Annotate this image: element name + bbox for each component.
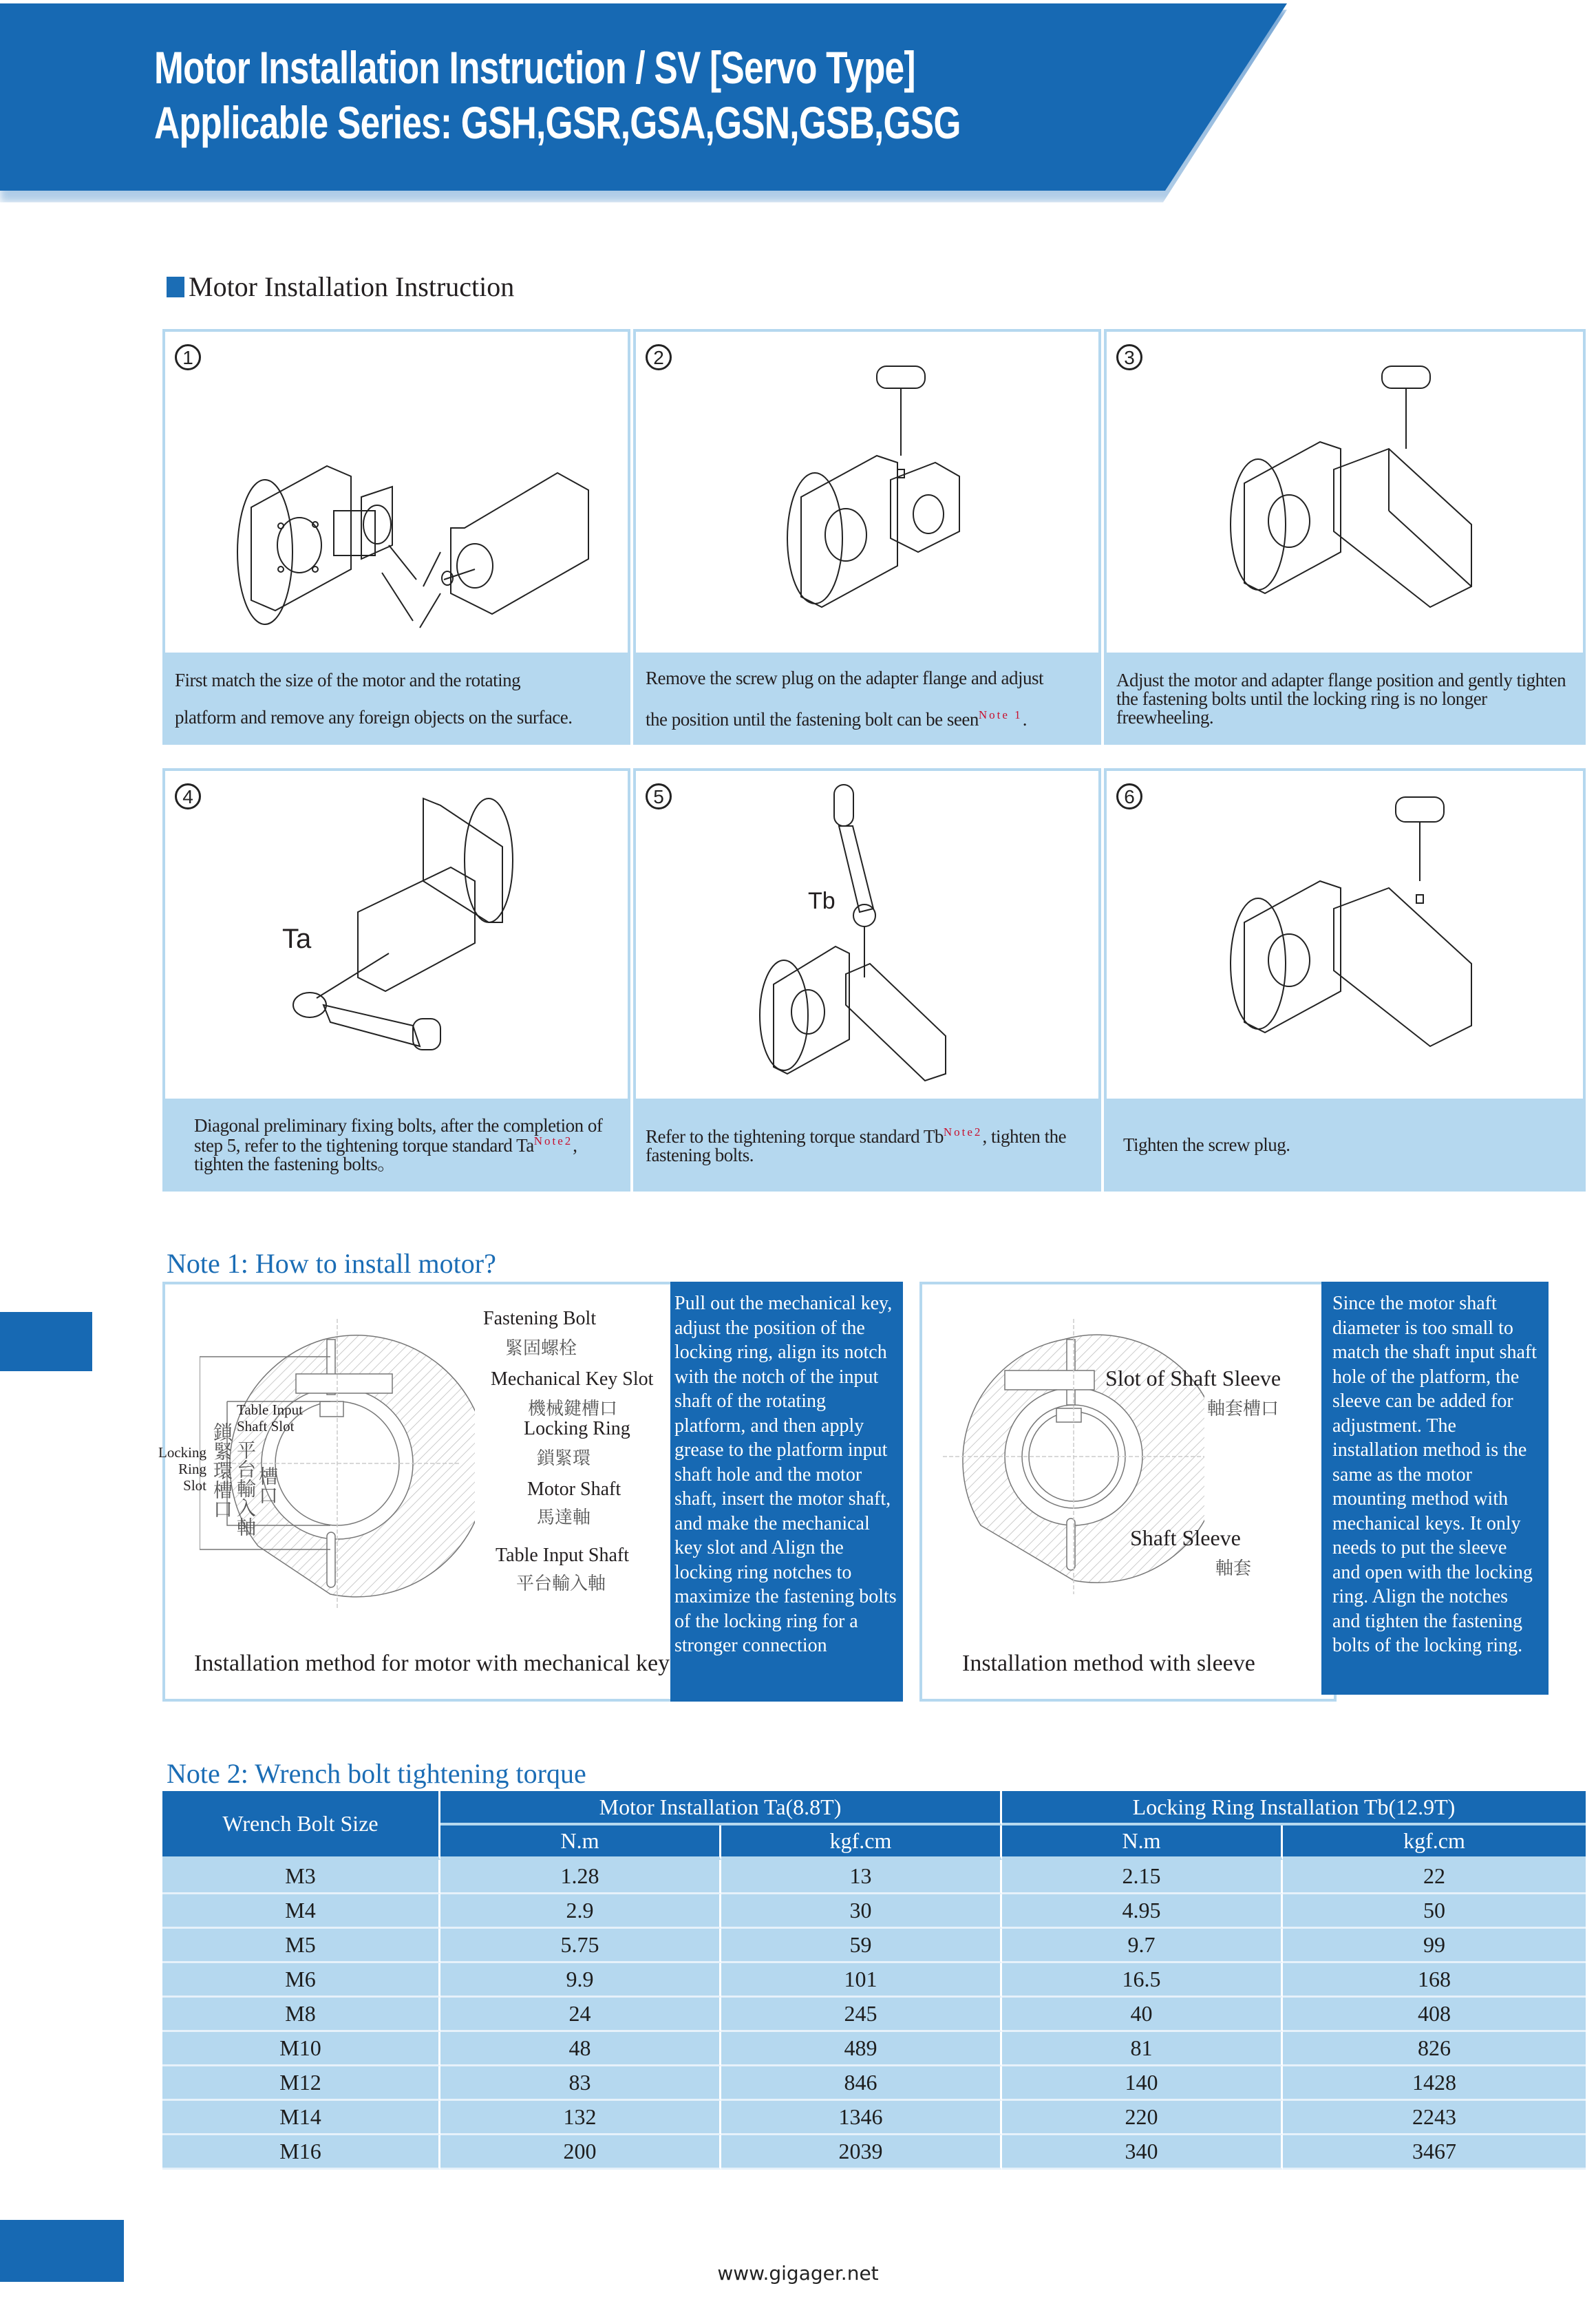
note-1-reference[interactable]: Note 1 [978, 708, 1023, 721]
sleeve-instructions: Since the motor shaft diameter is too small to match the shaft input shaft hole of the platform, the sleeve can be added for adjustment. The installation method is the same as the motor mounting method with mechanical keys. It only needs to put the sleeve and open with the locking ring. Align the notches and tighten the fastening bolts of the locking ring. [1321, 1282, 1549, 1695]
table-row: M14 132 1346 220 2243 [162, 2101, 1586, 2135]
sleeve-cross-section-drawing [943, 1319, 1204, 1594]
square-bullet-icon [167, 277, 184, 297]
label-shaft-sleeve: Shaft Sleeve [1130, 1525, 1241, 1550]
torque-wrench-tb-drawing [746, 778, 980, 1088]
step-1-caption [162, 653, 630, 745]
torque-table [162, 1791, 1586, 2170]
label-slot-of-shaft-sleeve: Slot of Shaft Sleeve [1105, 1366, 1281, 1390]
step-6-illustration [1104, 768, 1586, 1099]
header-locking-ring-installation-tb: Locking Ring Installation Tb(12.9T) [1002, 1791, 1586, 1825]
section-title: Motor Installation Instruction [189, 271, 515, 302]
step-1 [162, 329, 630, 745]
step-2 [633, 329, 1101, 745]
torque-wrench-ta-drawing [275, 785, 564, 1074]
hex-key-adjust-motor-drawing [1210, 359, 1499, 648]
motor-flange-exploded-drawing [213, 449, 599, 648]
label-fastening-bolt-cn: 緊固螺栓 [505, 1338, 577, 1359]
label-locking-ring-cn: 鎖緊環 [537, 1448, 591, 1469]
step-2-illustration [633, 329, 1101, 653]
footer-url[interactable]: www.gigager.net [717, 2262, 879, 2285]
step-number: 6 [1116, 783, 1142, 809]
step-4 [162, 768, 630, 1192]
side-tab-marker [0, 1312, 92, 1371]
page-title: Motor Installation Instruction / SV [Servo Type] [154, 42, 915, 93]
step-4-caption: Diagonal preliminary fixing bolts, after the completion of step 5, refer to the tightening torque standard Ta$^{Note2}$, tighten the fastening bolts。 [162, 1099, 630, 1192]
label-table-input-shaft-slot: Table Input Shaft Slot [237, 1401, 303, 1435]
label-table-input-shaft: Table Input Shaft [496, 1545, 629, 1566]
mechanical-key-diagram-panel [158, 1282, 673, 1702]
header-ta-nm: N.m [440, 1825, 721, 1860]
label-motor-shaft-cn: 馬達軸 [537, 1507, 591, 1528]
label-motor-shaft: Motor Shaft [527, 1479, 621, 1500]
table-row: M3 1.28 13 2.15 22 [162, 1860, 1586, 1894]
table-row: M6 9.9 101 16.5 168 [162, 1963, 1586, 1998]
step-number: 3 [1116, 344, 1142, 370]
torque-label-tb: Tb [808, 888, 836, 914]
caption-line: Remove the screw plug on the adapter flange and adjust [646, 668, 1044, 688]
torque-label-ta: Ta [282, 924, 312, 954]
label-mechanical-key-slot: Mechanical Key Slot [491, 1368, 654, 1390]
note-2-title: Note 2: Wrench bolt tightening torque [167, 1758, 586, 1789]
steps-row-1 [162, 329, 1586, 745]
step-1-illustration [162, 329, 630, 653]
header-motor-installation-ta: Motor Installation Ta(8.8T) [440, 1791, 1002, 1825]
table-row: M4 2.9 30 4.95 50 [162, 1894, 1586, 1929]
steps-row-2 [162, 768, 1586, 1192]
table-row: M8 24 245 40 408 [162, 1998, 1586, 2032]
sleeve-caption: Installation method with sleeve [962, 1651, 1255, 1676]
label-locking-ring-slot-cn: 鎖緊環槽口 [211, 1422, 233, 1518]
step-5-illustration [633, 768, 1101, 1099]
label-fastening-bolt: Fastening Bolt [483, 1308, 597, 1329]
mechanical-key-instructions: Pull out the mechanical key, adjust the position of the locking ring, align its notch with the notch of the input shaft of the rotating platform, and then apply grease to the platform input shaft hole and the motor shaft, insert the motor shaft, and make the mechanical key slot and Align the locking ring notches to maximize the fastening bolts of the locking ring for a stronger connection [670, 1282, 903, 1702]
note-2-reference[interactable]: Note2 [943, 1125, 983, 1139]
mechanical-key-caption: Installation method for motor with mechanical key [194, 1651, 670, 1676]
section-heading [167, 271, 514, 303]
label-mechanical-key-slot-cn: 機械鍵槽口 [528, 1399, 618, 1419]
step-2-caption [633, 653, 1101, 745]
caption-line: the position until the fastening bolt can be seen$^{Note 1}$. [646, 708, 1027, 730]
label-table-slot-cn-vertical: 槽口 [256, 1466, 279, 1505]
label-locking-ring-slot: Locking Ring Slot [158, 1444, 206, 1494]
step-6-caption: Tighten the screw plug. [1104, 1099, 1586, 1192]
applicable-series: Applicable Series: GSH,GSR,GSA,GSN,GSB,GSG [154, 97, 961, 148]
step-4-illustration [162, 768, 630, 1099]
table-row: M16 200 2039 340 3467 [162, 2135, 1586, 2170]
step-3 [1104, 329, 1586, 745]
caption-line: platform and remove any foreign objects on the surface. [175, 707, 573, 728]
step-number: 1 [175, 344, 201, 370]
header-ta-kgfcm: kgf.cm [721, 1825, 1002, 1860]
step-3-caption: Adjust the motor and adapter flange position and gently tighten the fastening bolts until the locking ring is no longer freewheeling. [1104, 653, 1586, 745]
sleeve-diagram-panel [919, 1282, 1337, 1702]
table-row: M5 5.75 59 9.7 99 [162, 1929, 1586, 1963]
note-2-reference[interactable]: Note2 [533, 1134, 573, 1147]
table-row: M10 48 489 81 826 [162, 2032, 1586, 2066]
label-table-input-shaft-cn-vertical: 平台輸入軸 [234, 1440, 257, 1536]
caption-line: First match the size of the motor and the rotating [175, 670, 521, 690]
header-wrench-bolt-size: Wrench Bolt Size [162, 1791, 440, 1860]
note-1-title: Note 1: How to install motor? [167, 1248, 496, 1279]
step-number: 4 [175, 783, 201, 809]
table-row: M12 83 846 140 1428 [162, 2066, 1586, 2101]
header-tb-nm: N.m [1002, 1825, 1283, 1860]
step-5-caption: Refer to the tightening torque standard Tb$^{Note2}$, tighten the fastening bolts. [633, 1099, 1101, 1192]
label-locking-ring: Locking Ring [524, 1418, 630, 1439]
step-3-illustration [1104, 329, 1586, 653]
step-number: 2 [646, 344, 672, 370]
hex-key-remove-plug-drawing [774, 359, 994, 648]
header-tb-kgfcm: kgf.cm [1283, 1825, 1586, 1860]
step-number: 5 [646, 783, 672, 809]
hex-key-tighten-plug-drawing [1210, 792, 1499, 1081]
step-6 [1104, 768, 1586, 1192]
label-shaft-sleeve-cn: 軸套 [1215, 1558, 1252, 1579]
label-slot-of-shaft-sleeve-cn: 軸套槽口 [1207, 1399, 1279, 1419]
step-5 [633, 768, 1101, 1192]
label-table-input-shaft-cn: 平台輸入軸 [516, 1574, 606, 1594]
